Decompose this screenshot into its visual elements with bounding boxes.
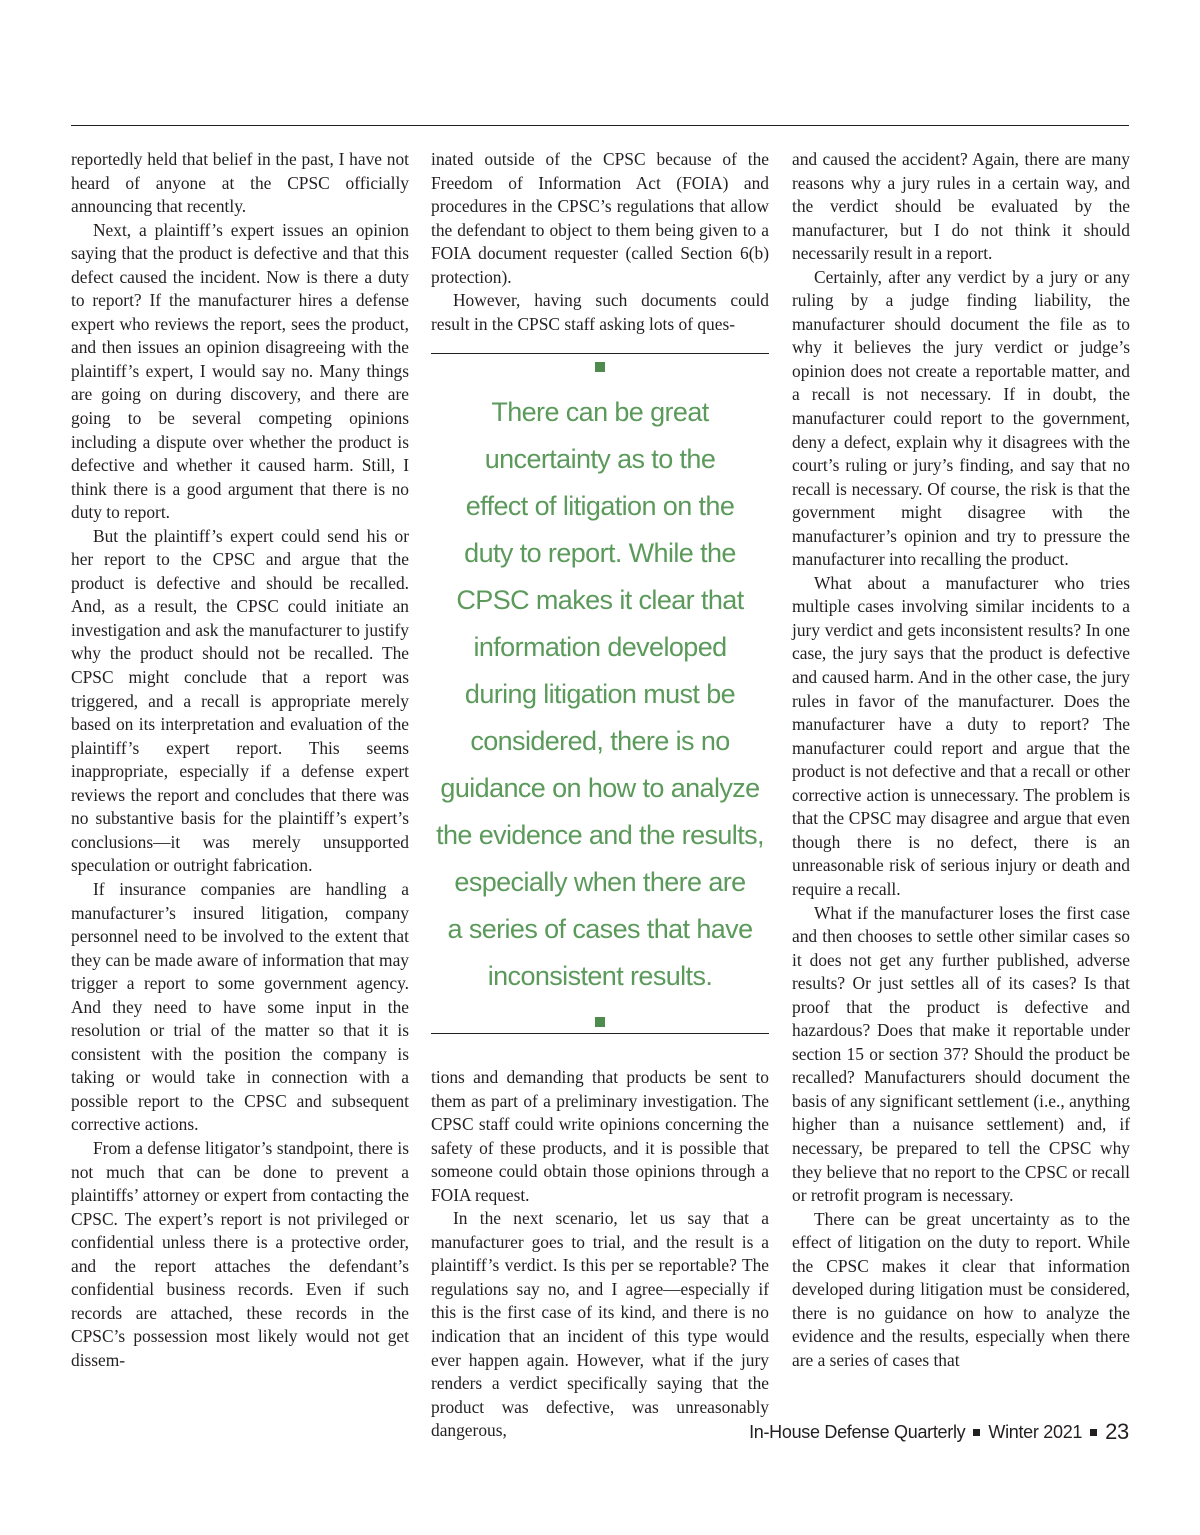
pullquote-top-rule [431,353,769,354]
pullquote-line: during litigation must be [464,679,736,709]
pullquote-line: uncertainty as to the [484,444,716,474]
paragraph: If insurance companies are handling a manufacturer’s insured litigation, company personnel need to be involved to the extent that they can be made aware of information that may trigger a report to some government agency. And they need to have some input in the resolution or trial of the matter so that it is consistent with the position the company is taking or would take in connection with a possible report to the CPSC and subsequent corrective actions. [71,878,409,1135]
pullquote-top-square-icon [595,362,605,372]
pullquote-bottom-square-icon [595,1017,605,1027]
pullquote-line: guidance on how to analyze [440,773,760,803]
column-3 [792,148,1130,1372]
pullquote-line: a series of cases that have [447,914,753,944]
pullquote [431,389,769,1000]
paragraph: From a defense litigator’s standpoint, there is not much that can be done to prevent a plaintiffs’ attorney or expert from contacting the CPSC. The expert’s report is not privileged or confidential unless there is a protective order, and the report attaches the defendant’s confidential business records. Even if such records are attached, these records in the CPSC’s possession most likely would not get dissem- [71,1137,409,1370]
paragraph: Certainly, after any verdict by a jury or any ruling by a judge finding liability, the manufacturer should document the file as to why it believes the jury verdict or judge’s opinion does not create a reportable matter, and a recall is not necessary. If in doubt, the manufacturer could report to the government, deny a defect, explain why it disagrees with the court’s ruling or jury’s finding, and say that no recall is necessary. Of course, the risk is that the government might disagree with the manufacturer’s opinion and try to pressure the manufacturer into recalling the product. [792,266,1130,570]
paragraph: Next, a plaintiff’s expert issues an opinion saying that the product is defective and that this defect caused the incident. Now is there a duty to report? If the manufacturer hires a defense expert who reviews the report, sees the product, and then issues an opinion disagreeing with the plaintiff’s expert, I would say no. Many things are going on during discovery, and there are going to be several competing opinions including a dispute over whether the product is defective and whether it caused harm. Still, I think there is a good argument that there is no duty to report. [71,219,409,523]
separator-square-icon [973,1429,980,1436]
page-number: 23 [1105,1419,1129,1444]
paragraph: reportedly held that belief in the past, I have not heard of anyone at the CPSC officially announcing that recently. [71,149,409,217]
pullquote-line: inconsistent results. [487,961,713,991]
pullquote-line: considered, there is no [470,726,730,756]
column-2-bottom [431,1066,769,1443]
separator-square-icon [1090,1429,1097,1436]
publication-name: In-House Defense Quarterly [749,1421,966,1442]
pullquote-line: information developed [473,632,727,662]
paragraph: What about a manufacturer who tries multiple cases involving similar incidents to a jury verdict and gets inconsistent results? In one case, the jury says that the product is defective and caused harm. And in the other case, the jury rules in favor of the manufacturer. Does the manufacturer have a duty to report? The manufacturer could report and argue that the product is not defective and that a recall or other corrective action is unnecessary. The problem is that the CPSC may disagree and argue that even though there is no defect, there is an unreasonable risk of serious injury or death and require a recall. [792,572,1130,899]
paragraph: tions and demanding that products be sent to them as part of a preliminary investigation. The CPSC staff could write opinions concerning the safety of these products, and it is possible that someone could obtain those opinions through a FOIA request. [431,1067,769,1205]
paragraph: and caused the accident? Again, there are many reasons why a jury rules in a certain way, and the verdict should be evaluated by the manufacturer, but I do not think it should necessarily result in a report. [792,149,1130,264]
issue-label: Winter 2021 [988,1421,1083,1442]
paragraph: What if the manufacturer loses the first case and then chooses to settle other similar cases so it does not get any further published, adverse results? Or just settles all of its cases? Is that proof that the product is defective and hazardous? Does that make it reportable under section 15 or section 37? Should the product be recalled? Manufacturers should document the basis of any significant settlement (i.e., anything higher than a nuisance settlement) and, if necessary, be prepared to tell the CPSC why they believe that no report to the CPSC or recall or retrofit program is necessary. [792,902,1130,1206]
paragraph: However, having such documents could result in the CPSC staff asking lots of ques- [431,290,769,334]
page-footer [749,1419,1129,1445]
paragraph: In the next scenario, let us say that a manufacturer goes to trial, and the result is a plaintiff’s verdict. Is this per se reportable? The regulations say no, and I agree—especially if this is the first case of its kind, and there is no indication that an incident of this type would ever happen again. However, what if the jury renders a verdict specifically saying that the product was defective, was unreasonably dangerous, [431,1208,769,1441]
pullquote-line: the evidence and the results, [436,820,764,850]
pullquote-line: CPSC makes it clear that [456,585,744,615]
column-1 [71,148,409,1372]
paragraph: But the plaintiff’s expert could send his or her report to the CPSC and argue that the product is defective and should be recalled. And, as a result, the CPSC could initiate an investigation and ask the manufacturer to justify why the product should not be recalled. The CPSC might conclude that a report was triggered, and a recall is appropriate merely based on its interpretation and evaluation of the plaintiff’s expert report. This seems inappropriate, especially if a defense expert reviews the report and concludes that there was no substantive basis for the plaintiff’s expert’s conclusions—it was merely unsupported speculation or outright fabrication. [71,525,409,876]
pullquote-line: duty to report. While the [464,538,736,568]
pullquote-bottom-rule [431,1033,769,1034]
pullquote-line: effect of litigation on the [465,491,735,521]
paragraph: There can be great uncertainty as to the effect of litigation on the duty to report. While the CPSC makes it clear that information developed during litigation must be considered, there is no guidance on how to analyze the evidence and the results, especially when there are a series of cases that [792,1208,1130,1370]
pullquote-line: There can be great [491,397,709,427]
paragraph: inated outside of the CPSC because of the Freedom of Information Act (FOIA) and procedures in the CPSC’s regulations that allow the defendant to object to them being given to a FOIA document requester (called Section 6(b) protection). [431,149,769,287]
pullquote-line: especially when there are [454,867,746,897]
column-2-top [431,148,769,336]
top-rule [71,125,1129,126]
